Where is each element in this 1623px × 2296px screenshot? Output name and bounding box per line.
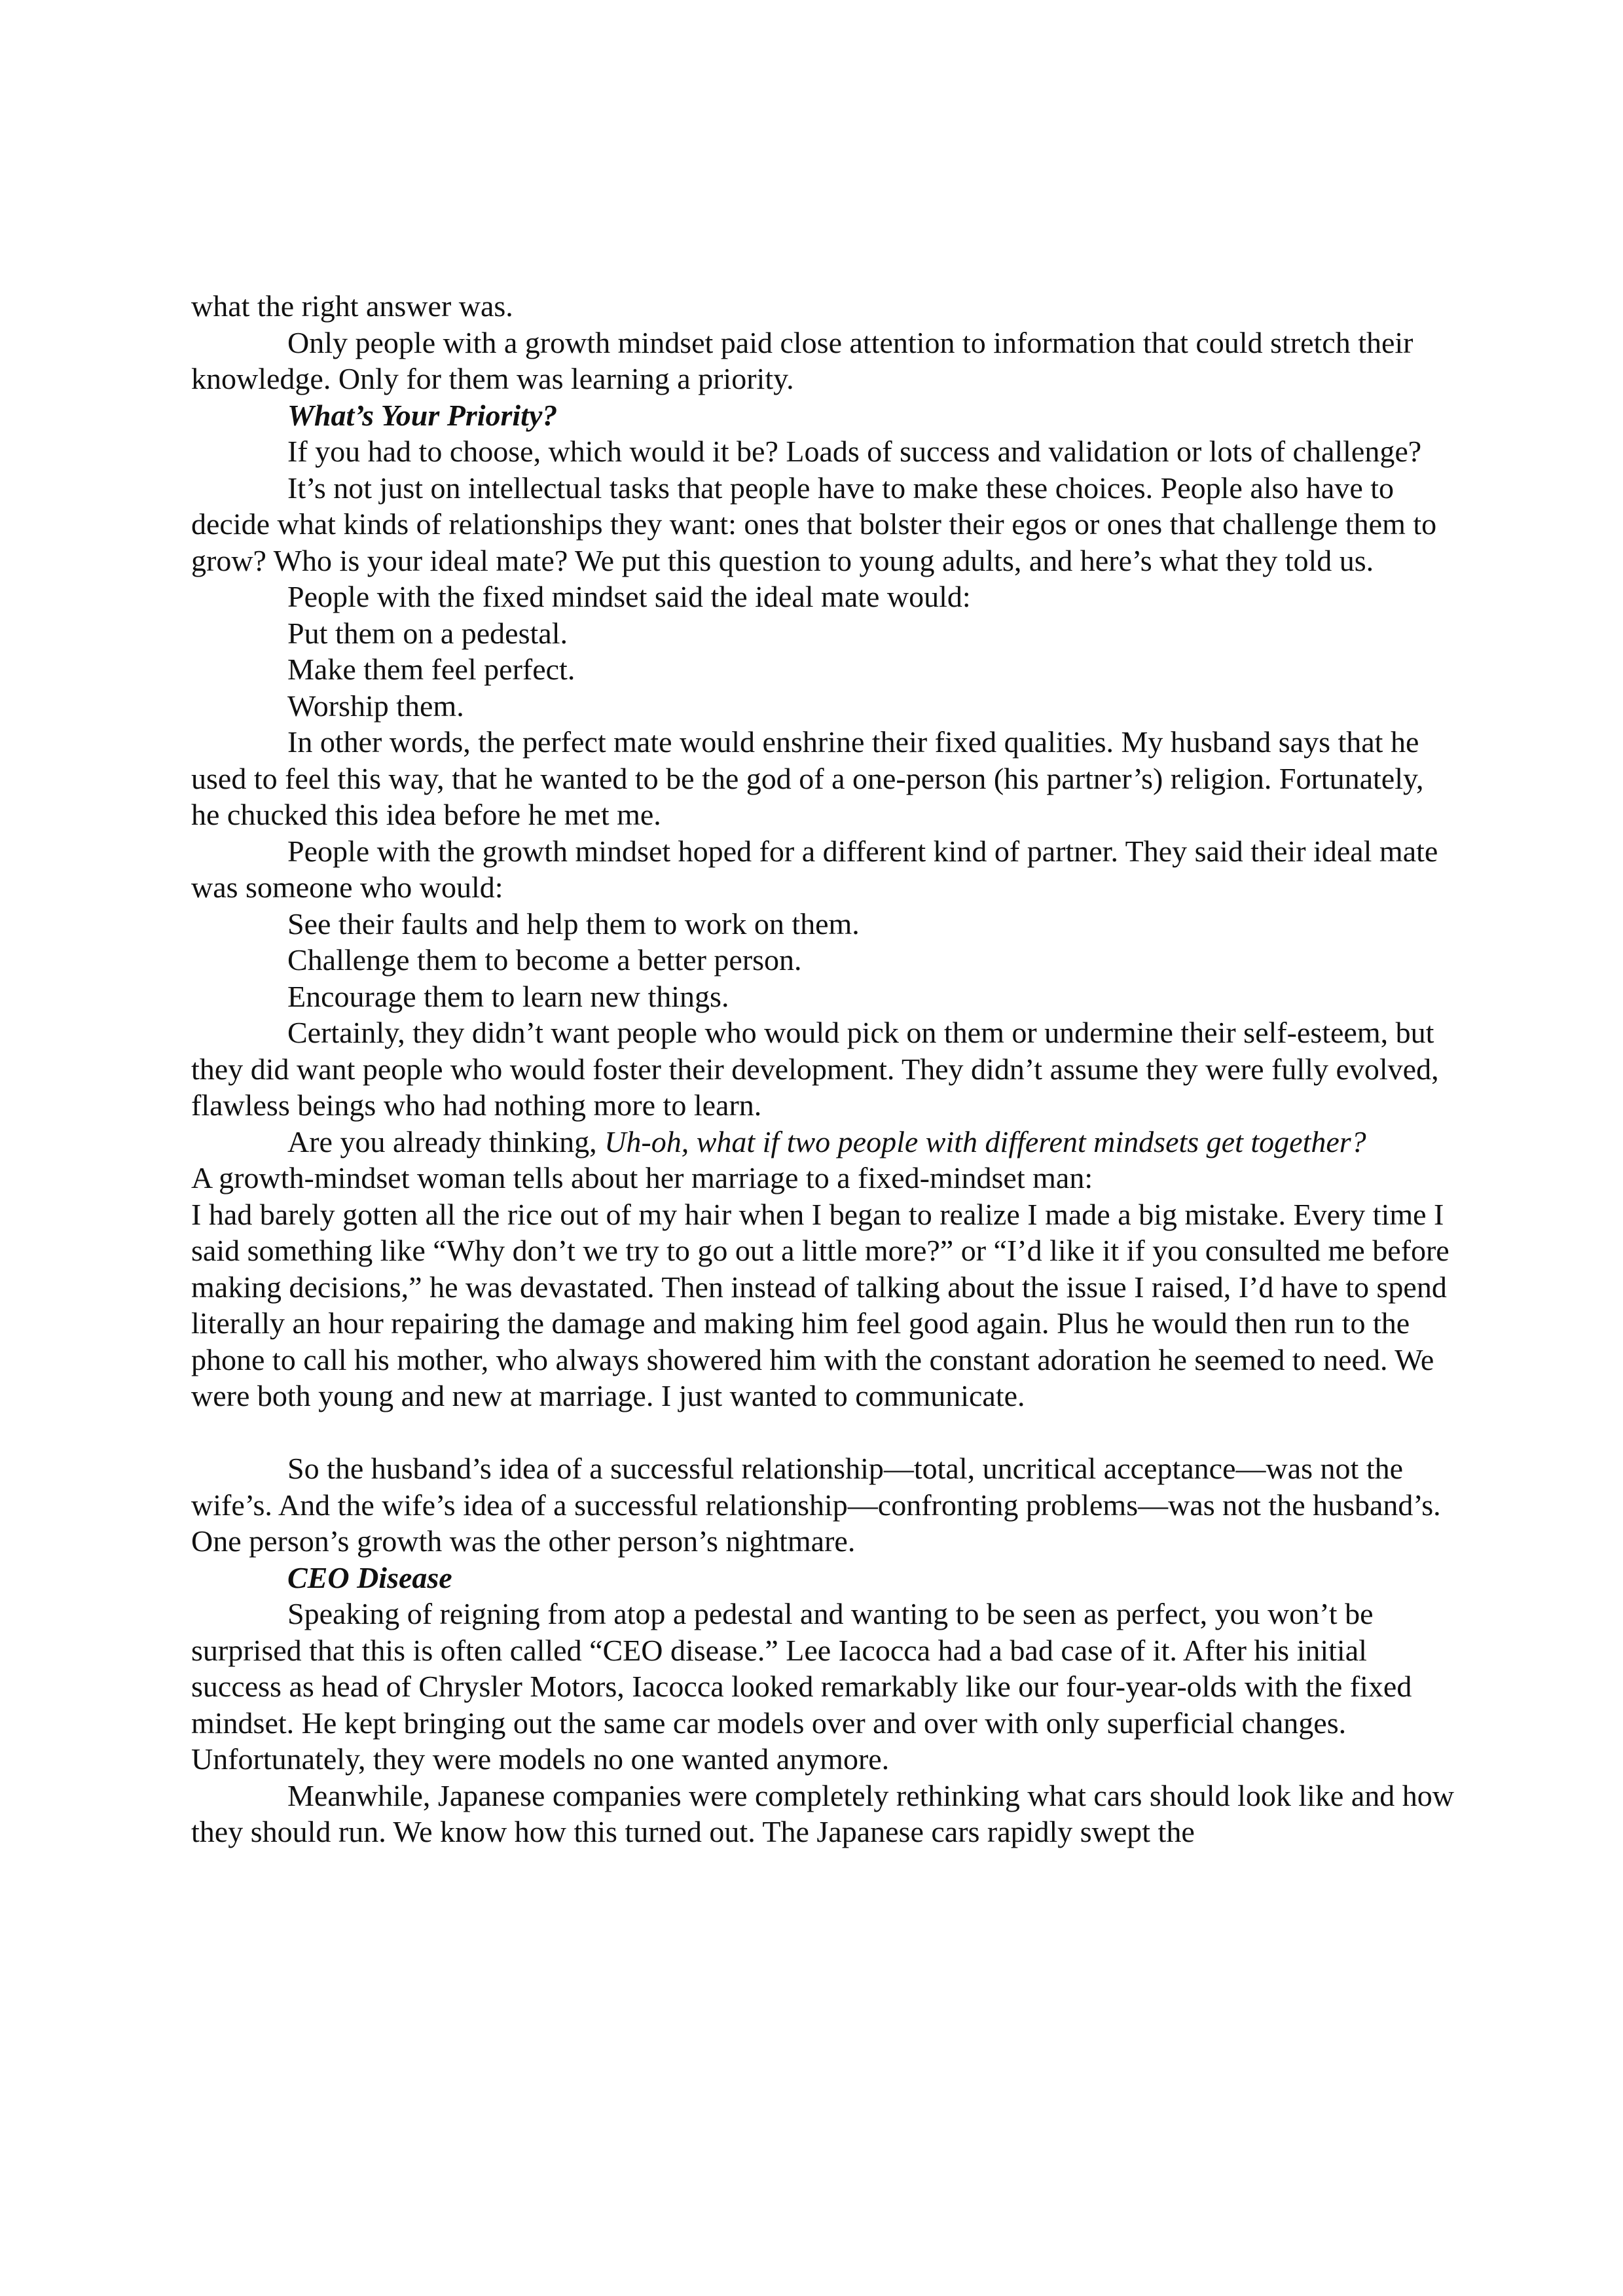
list-item-faults: See their faults and help them to work on them.: [287, 906, 860, 941]
paragraph-enshrine: In other words, the perfect mate would enshrine their fixed qualities. My husband says that he used to feel this way, that he wanted to be the god of a one-person (his partner’s) religion. Fortunately, he chucked this idea before he met me.: [191, 725, 1424, 831]
section-heading-priority: What’s Your Priority?: [287, 398, 558, 432]
paragraph-continuation: what the right answer was.: [191, 289, 513, 323]
paragraph-relationships: It’s not just on intellectual tasks that people have to make these choices. People also have to decide what kinds of relationships they want: ones that bolster their egos or ones that challenge them to grow? Who is your ideal mate? We put this question to young adults, and here’s what they told us.: [191, 471, 1437, 577]
paragraph-certainly: Certainly, they didn’t want people who would pick on them or undermine their self-esteem, but they did want people who would foster their development. They didn’t assume they were fully evolved, flawless beings who had nothing more to learn.: [191, 1016, 1439, 1122]
paragraph-spacer: [191, 1414, 1455, 1451]
paragraph-husband-idea: So the husband’s idea of a successful relationship—total, uncritical acceptance—was not the wife’s. And the wife’s idea of a successful relationship—confronting problems—was not the husband’s. One person’s growth was the other person’s nightmare.: [191, 1452, 1441, 1558]
paragraph-growth-mindset-attention: Only people with a growth mindset paid close attention to information that could stretch their knowledge. Only for them was learning a priority.: [191, 325, 1413, 395]
paragraph-fixed-ideal-mate: People with the fixed mindset said the ideal mate would:: [287, 580, 971, 613]
list-item-worship: Worship them.: [287, 689, 464, 723]
list-item-better-person: Challenge them to become a better person.: [287, 943, 802, 977]
body-text: [191, 288, 1455, 1850]
paragraph-already-thinking-italic: Uh-oh, what if two people with different mindsets get together?: [604, 1124, 1366, 1158]
list-item-perfect: Make them feel perfect.: [287, 653, 575, 686]
paragraph-choose: If you had to choose, which would it be? Loads of success and validation or lots of challenge?: [287, 435, 1422, 468]
section-heading-ceo: CEO Disease: [287, 1560, 452, 1594]
paragraph-already-thinking-lead: Are you already thinking,: [287, 1124, 605, 1158]
list-item-pedestal: Put them on a pedestal.: [287, 616, 568, 650]
paragraph-japanese-companies: Meanwhile, Japanese companies were completely rethinking what cars should look like and how they should run. We know how this turned out. The Japanese cars rapidly swept the: [191, 1778, 1454, 1848]
paragraph-ceo-disease: Speaking of reigning from atop a pedestal and wanting to be seen as perfect, you won’t be surprised that this is often called “CEO disease.” Lee Iacocca had a bad case of it. After his initial success as head of Chrysler Motors, Iacocca looked remarkably like our four-year-olds with the fixed mindset. He kept bringing out the same car models over and over with only superficial changes. Unfortunately, they were models no one wanted anymore.: [191, 1597, 1412, 1776]
paragraph-already-thinking: [191, 1124, 1455, 1160]
paragraph-woman-tells: A growth-mindset woman tells about her marriage to a fixed-mindset man:: [191, 1161, 1093, 1194]
list-item-learn: Encourage them to learn new things.: [287, 979, 729, 1013]
paragraph-growth-ideal-mate: People with the growth mindset hoped for a different kind of partner. They said their ideal mate was someone who would:: [191, 834, 1438, 904]
block-quote-marriage: I had barely gotten all the rice out of my hair when I began to realize I made a big mistake. Every time I said something like “Why don’t we try to go out a little more?” or “I’d like it if you consulted me before making decisions,” he was devastated. Then instead of talking about the issue I raised, I’d have to spend literally an hour repairing the damage and making him feel good again. Plus he would then run to the phone to call his mother, who always showered him with the constant adoration he seemed to need. We were both young and new at marriage. I just wanted to communicate.: [191, 1197, 1450, 1412]
